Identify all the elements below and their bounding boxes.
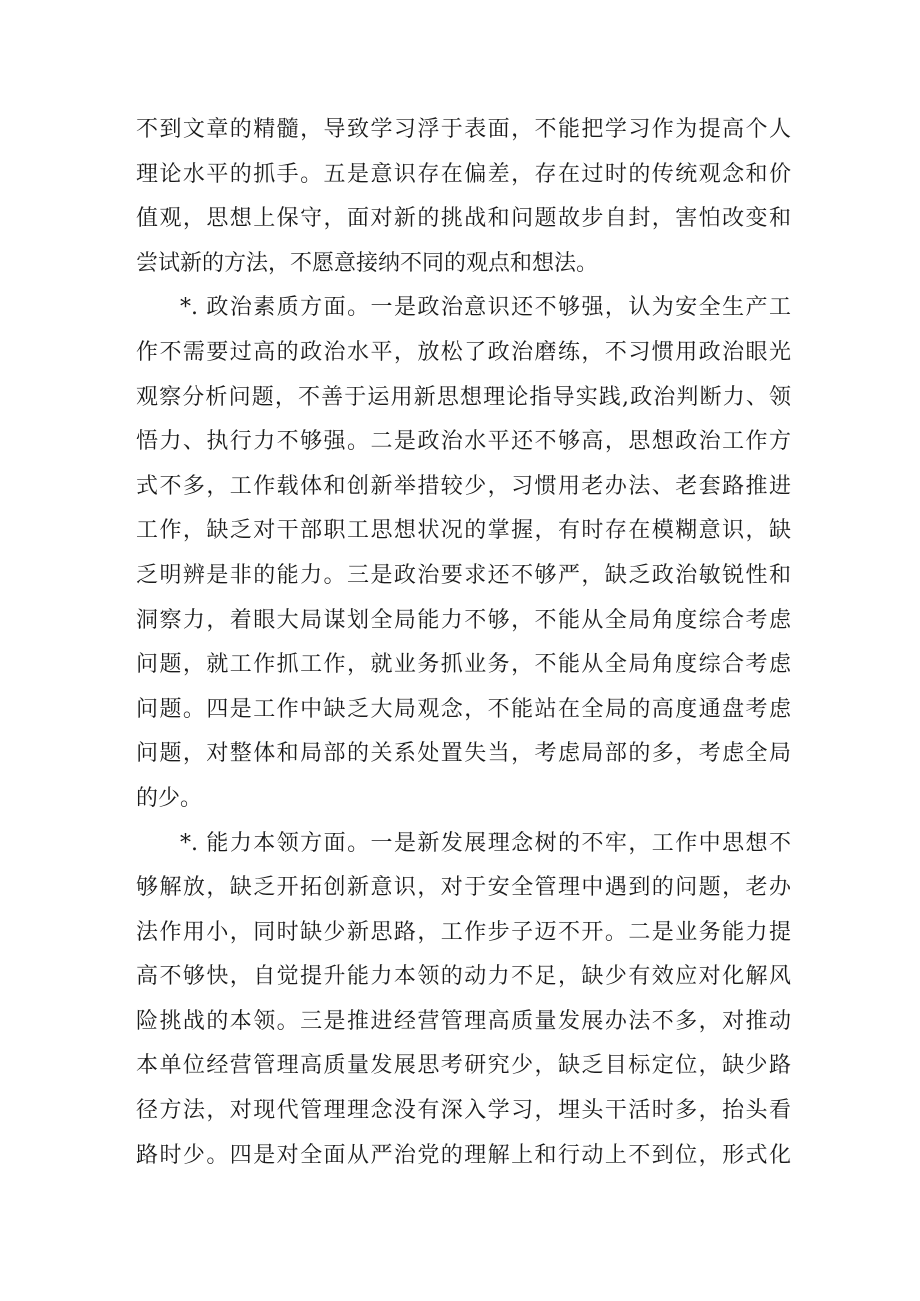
paragraph-first-line: *. 政治素质方面。一是政治意识还不够强，认为安全生产工 bbox=[180, 295, 791, 321]
text-line: 问题，对整体和局部的关系处置失当，考虑局部的多，考虑全局 bbox=[136, 741, 791, 767]
text-line: 观察分析问题，不善于运用新思想理论指导实践,政治判断力、领 bbox=[136, 384, 791, 410]
text-line: 法作用小，同时缺少新思路，工作步子迈不开。二是业务能力提 bbox=[136, 919, 791, 945]
text-line: 乏明辨是非的能力。三是政治要求还不够严，缺乏政治敏锐性和 bbox=[136, 562, 791, 588]
text-line: 高不够快，自觉提升能力本领的动力不足，缺少有效应对化解风 bbox=[136, 964, 791, 990]
text-line: 洞察力，着眼大局谋划全局能力不够，不能从全局角度综合考虑 bbox=[136, 607, 791, 633]
text-line: 式不多，工作载体和创新举措较少，习惯用老办法、老套路推进 bbox=[136, 473, 791, 499]
text-line: 悟力、执行力不够强。二是政治水平还不够高，思想政治工作方 bbox=[136, 429, 791, 455]
text-line: 够解放，缺乏开拓创新意识，对于安全管理中遇到的问题，老办 bbox=[136, 875, 791, 901]
text-line: 本单位经营管理高质量发展思考研究少，缺乏目标定位，缺少路 bbox=[136, 1053, 791, 1079]
text-line: 尝试新的方法，不愿意接纳不同的观点和想法。 bbox=[136, 250, 599, 276]
paragraph-first-line: *. 能力本领方面。一是新发展理念树的不牢，工作中思想不 bbox=[180, 830, 791, 856]
text-line: 值观，思想上保守，面对新的挑战和问题故步自封，害怕改变和 bbox=[136, 206, 791, 232]
body-text bbox=[136, 108, 791, 1178]
text-line: 路时少。四是对全面从严治党的理解上和行动上不到位，形式化 bbox=[136, 1142, 791, 1168]
text-line: 径方法，对现代管理理念没有深入学习，埋头干活时多，抬头看 bbox=[136, 1098, 791, 1124]
text-line: 问题。四是工作中缺乏大局观念，不能站在全局的高度通盘考虑 bbox=[136, 696, 791, 722]
text-line: 的少。 bbox=[136, 785, 203, 811]
text-line: 问题，就工作抓工作，就业务抓业务，不能从全局角度综合考虑 bbox=[136, 652, 791, 678]
text-line: 工作，缺乏对干部职工思想状况的掌握，有时存在模糊意识，缺 bbox=[136, 518, 791, 544]
text-line: 险挑战的本领。三是推进经营管理高质量发展办法不多，对推动 bbox=[136, 1008, 791, 1034]
text-line: 理论水平的抓手。五是意识存在偏差，存在过时的传统观念和价 bbox=[136, 161, 791, 187]
text-line: 不到文章的精髓，导致学习浮于表面，不能把学习作为提高个人 bbox=[136, 117, 791, 142]
text-line: 作不需要过高的政治水平，放松了政治磨练，不习惯用政治眼光 bbox=[136, 339, 791, 365]
